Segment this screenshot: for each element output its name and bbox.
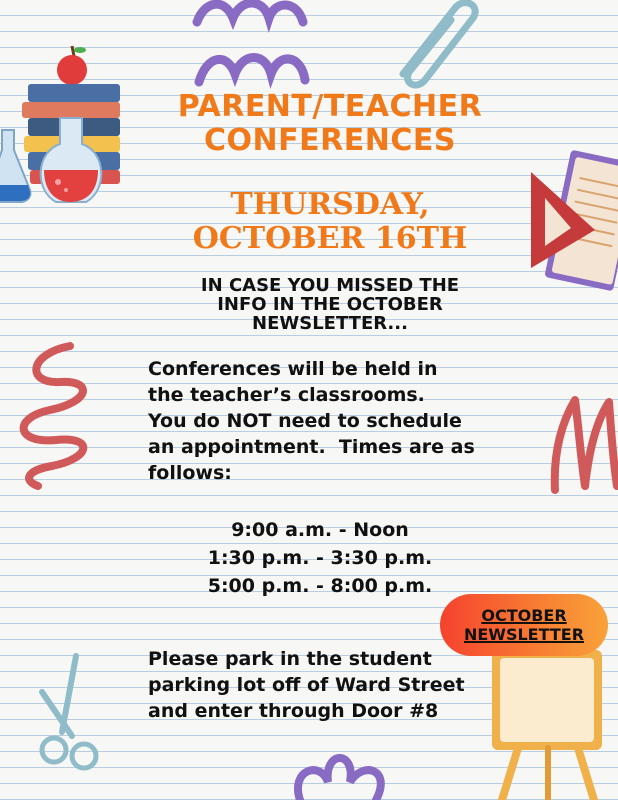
title-line-2: CONFERENCES [204, 123, 456, 158]
intro-line-2: INFO IN THE OCTOBER [217, 294, 443, 315]
purple-scribble-bottom-decoration [280, 740, 400, 800]
title-line-1: PARENT/TEACHER [177, 89, 483, 124]
body-line-5: follows: [148, 462, 232, 484]
books-apple-flasks-decoration [0, 40, 130, 215]
parking-line-1: Please park in the student [148, 648, 432, 670]
purple-scribble-top-decoration [185, 0, 325, 95]
parking-line-3: and enter through Door #8 [148, 700, 439, 722]
parking-line-2: parking lot off of Ward Street [148, 674, 465, 696]
intro-line-1: IN CASE YOU MISSED THE [200, 275, 460, 296]
page-title [160, 90, 500, 158]
intro-heading [160, 276, 500, 333]
badge-line-1: OCTOBER [481, 606, 567, 625]
time-slot: 1:30 p.m. - 3:30 p.m. [207, 547, 433, 569]
red-scribble-right-decoration [545, 390, 618, 500]
date-line-1: THURSDAY, [230, 187, 430, 222]
intro-line-3: NEWSLETTER... [252, 313, 408, 334]
body-line-4: an appointment. Times are as [148, 436, 475, 458]
scissors-decoration [28, 652, 108, 782]
time-slot: 9:00 a.m. - Noon [231, 519, 409, 541]
body-line-3: You do NOT need to schedule [148, 410, 462, 432]
red-spiral-left-decoration [8, 340, 103, 490]
date-line-2: OCTOBER 16TH [192, 221, 468, 256]
body-line-1: Conferences will be held in [148, 358, 438, 380]
conference-details [148, 356, 508, 486]
notebook-ruler-decoration [525, 150, 618, 310]
time-slot: 5:00 p.m. - 8:00 p.m. [207, 575, 433, 597]
parking-instructions [148, 646, 508, 724]
conference-times [160, 516, 480, 600]
badge-line-2: NEWSLETTER [463, 625, 585, 644]
body-line-2: the teacher’s classrooms. [148, 384, 425, 406]
paperclip-decoration [385, 0, 485, 91]
event-date [160, 188, 500, 256]
